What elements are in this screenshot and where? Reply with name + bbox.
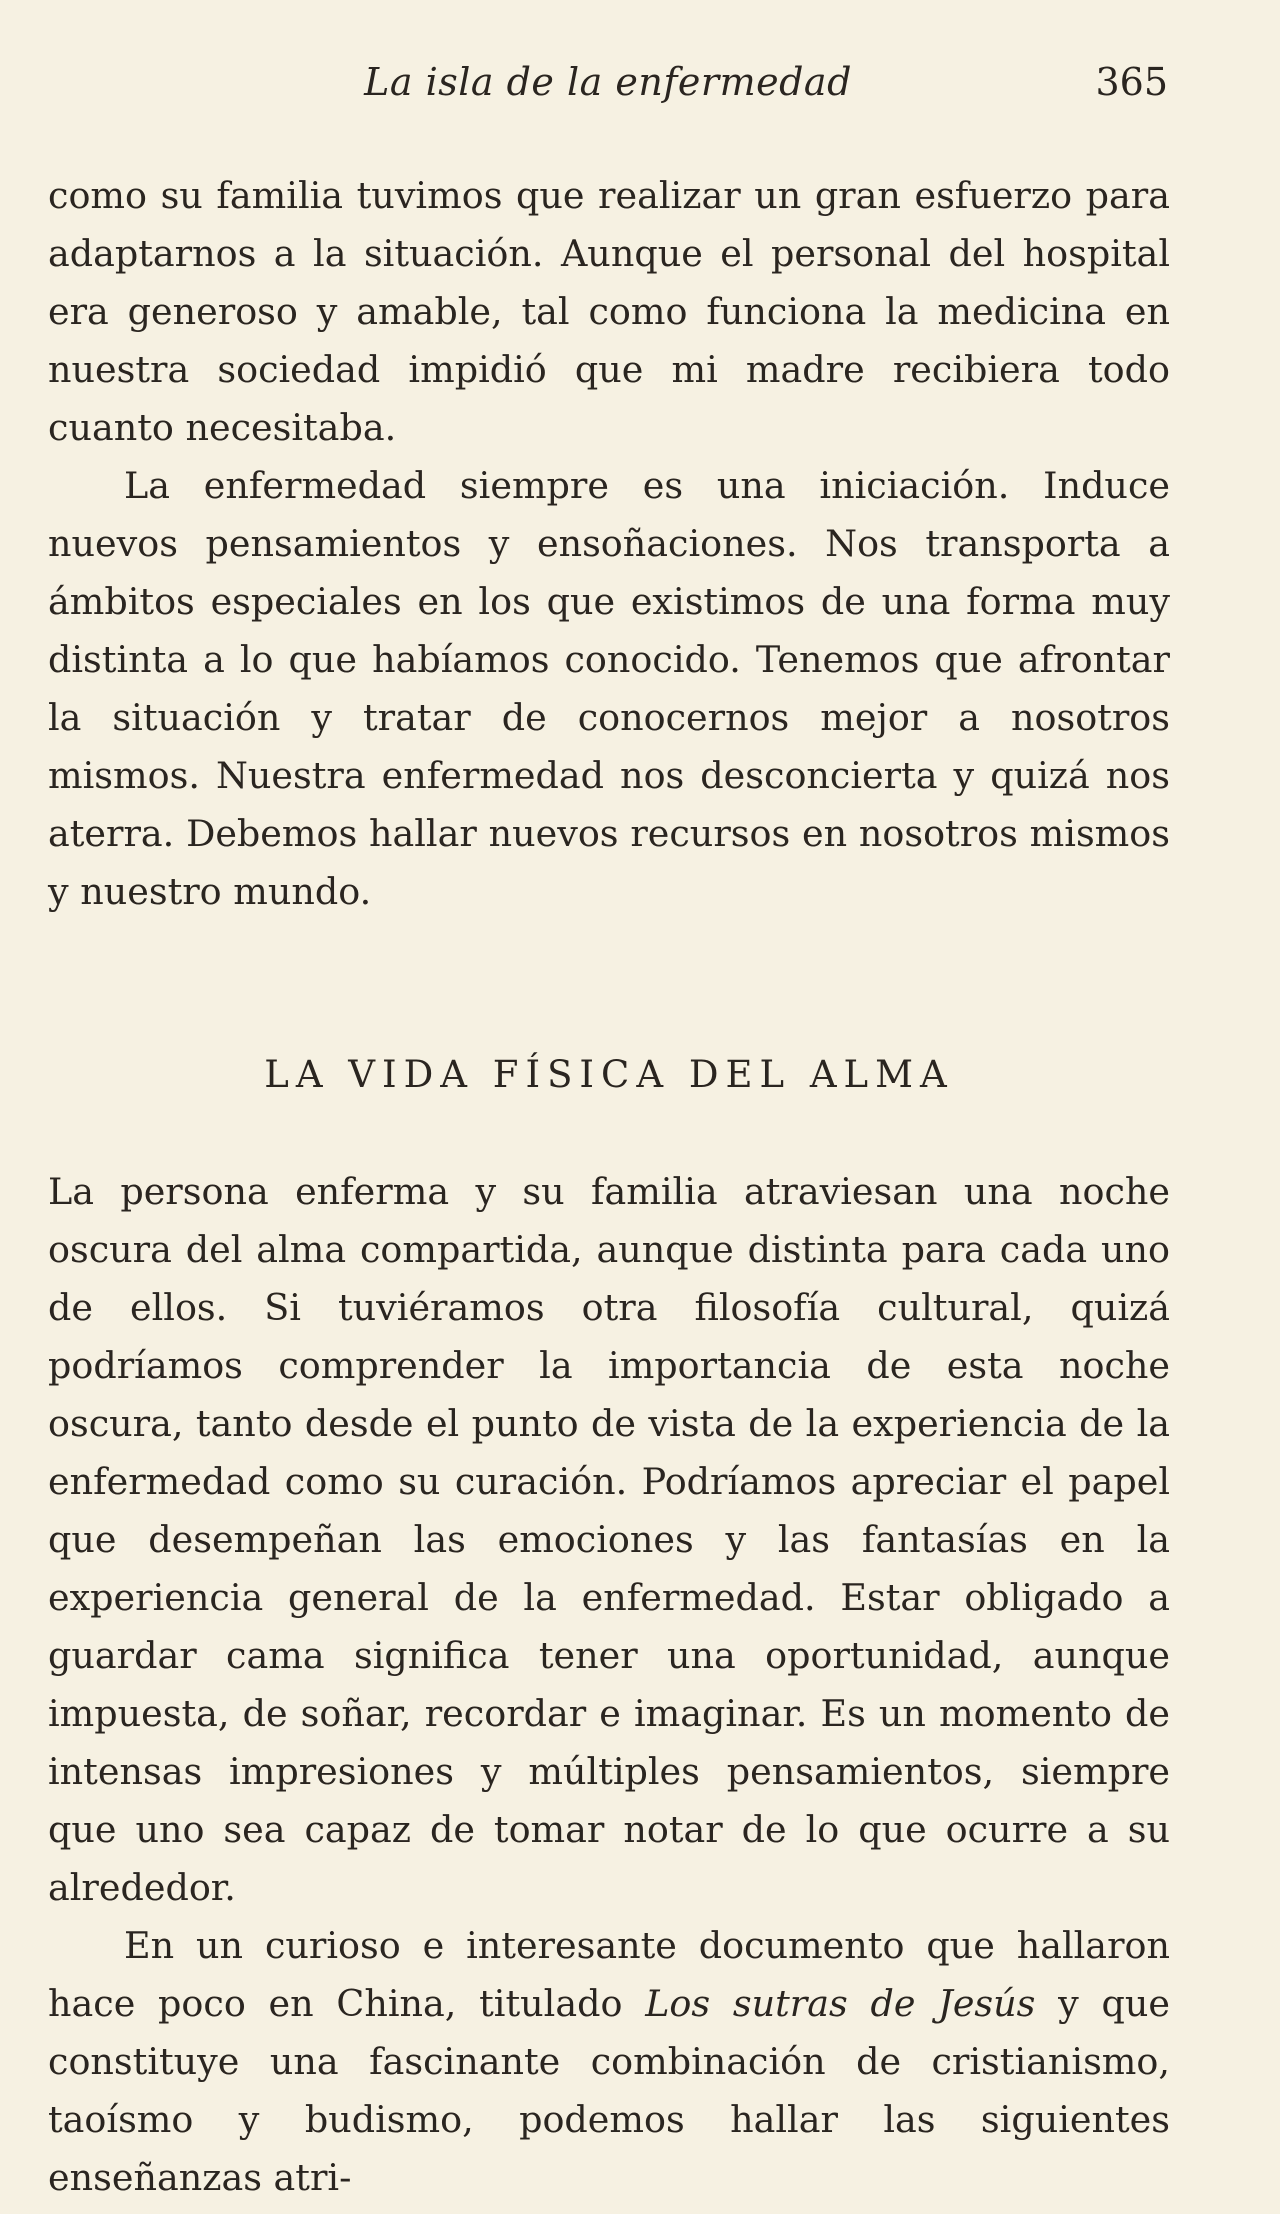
page-number: 365 bbox=[1095, 60, 1168, 104]
paragraph-continuation: como su familia tuvimos que realizar un gran esfuerzo para adaptarnos a la situación. Aunque el personal del hospital era generoso y amable, tal como funciona la medicina en nuestra sociedad impidió que mi madre recibiera todo cuanto necesitaba. bbox=[48, 174, 1170, 449]
running-title: La isla de la enfermedad bbox=[364, 60, 852, 104]
running-head bbox=[48, 52, 1168, 112]
paragraph-jesus-sutras-start: En un curioso e interesante documento que hallaron hace poco en China, titulado bbox=[48, 1924, 1170, 2025]
text-block-top bbox=[48, 167, 1170, 921]
text-block-section bbox=[48, 1163, 1170, 2207]
section-heading: LA VIDA FÍSICA DEL ALMA bbox=[264, 1053, 954, 1096]
paragraph-jesus-sutras-end: y que constituye una fascinante combinación de cristianismo, taoísmo y budismo, podemos hallar las siguientes enseñanzas atri- bbox=[48, 1982, 1170, 2199]
paragraph-illness-initiation: La enfermedad siempre es una iniciación. Induce nuevos pensamientos y ensoñaciones. Nos transporta a ámbitos especiales en los que existimos de una forma muy distinta a lo que habíamos conocido. Tenemos que afrontar la situación y tratar de conocernos mejor a nosotros mismos. Nuestra enfermedad nos desconcierta y quizá nos aterra. Debemos hallar nuevos recursos en nosotros mismos y nuestro mundo. bbox=[48, 464, 1170, 913]
paragraph-jesus-sutras bbox=[48, 1917, 1170, 2207]
book-title-citation: Los sutras de Jesús bbox=[645, 1982, 1036, 2025]
paragraph-dark-night: La persona enferma y su familia atraviesan una noche oscura del alma compartida, aunque distinta para cada uno de ellos. Si tuviéramos otra filosofía cultural, quizá podríamos comprender la importancia de esta noche oscura, tanto desde el punto de vista de la experiencia de la enfermedad como su curación. Podríamos apreciar el papel que desempeñan las emociones y las fantasías en la experiencia general de la enfermedad. Estar obligado a guardar cama significa tener una oportunidad, aunque impuesta, de soñar, recordar e imaginar. Es un momento de intensas impresiones y múltiples pensamientos, siempre que uno sea capaz de tomar notar de lo que ocurre a su alrededor. bbox=[48, 1170, 1170, 1909]
